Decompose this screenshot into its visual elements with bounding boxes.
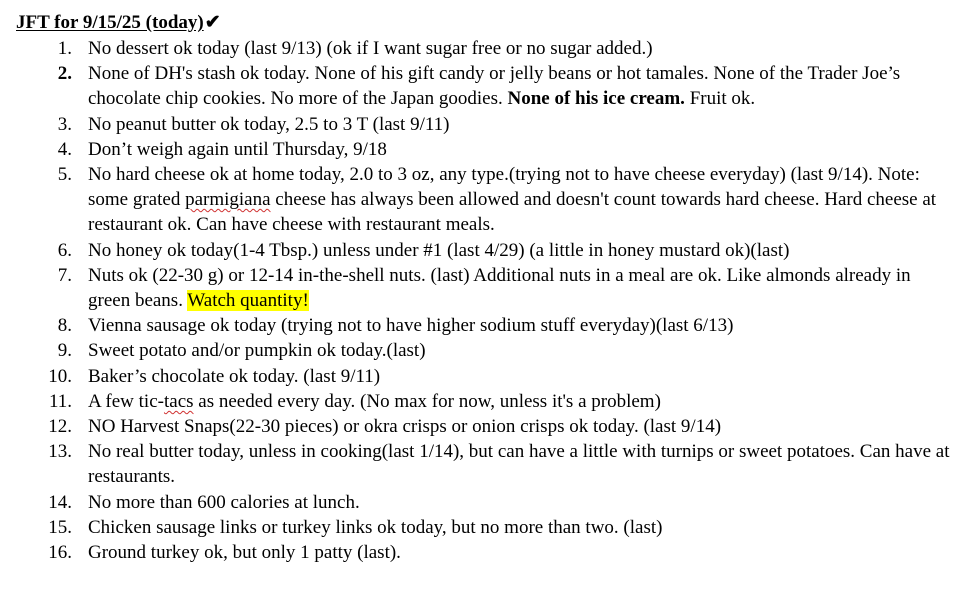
- item-bold-text: None of his ice cream.: [507, 88, 685, 110]
- item-number: 11.: [48, 390, 72, 412]
- item-text: None of DH's stash ok today. None of his gift candy or jelly beans or hot tamales. None of the Trader Joe’s chocolate chip cookies. No more of the Japan goodies.: [88, 63, 901, 110]
- item-text: Don’t weigh again until Thursday, 9/18: [88, 138, 387, 160]
- item-text: Nuts ok (22-30 g) or 12-14 in-the-shell nuts. (last) Additional nuts in a meal are ok. Like almonds already in green beans.: [88, 264, 911, 312]
- item-text: No hard cheese ok at home today, 2.0 to 3 oz, any type.(trying not to have cheese everyday) (last 9/14). Note: some grated: [88, 164, 920, 211]
- item-number: 14.: [48, 491, 72, 513]
- item-number: 16.: [48, 542, 72, 564]
- item-number: 7.: [57, 264, 72, 286]
- list-item: [16, 490, 954, 515]
- item-number: 1.: [57, 38, 72, 59]
- item-text: Ground turkey ok, but only 1 patty (last).: [88, 542, 401, 564]
- item-text: No more than 600 calories at lunch.: [88, 491, 360, 513]
- item-text: Vienna sausage ok today (trying not to have higher sodium stuff everyday)(last 6/13): [88, 315, 734, 337]
- list-item: [16, 263, 954, 313]
- list-item: [16, 515, 954, 540]
- item-number: 8.: [57, 315, 72, 337]
- item-number: 12.: [48, 416, 72, 438]
- list-item: [16, 313, 954, 338]
- item-text: Baker’s chocolate ok today. (last 9/11): [88, 365, 381, 387]
- item-text: No dessert ok today (last 9/13) (ok if I want sugar free or no sugar added.): [88, 38, 653, 59]
- item-number: 2.: [57, 63, 72, 85]
- list-item: [16, 238, 954, 263]
- item-number: 4.: [57, 138, 72, 160]
- document-title: [16, 10, 954, 36]
- spellcheck-word: parmigiana: [185, 189, 271, 211]
- list-item: [16, 112, 954, 137]
- highlighted-text: Watch quantity!: [187, 290, 309, 312]
- list-item: [16, 414, 954, 439]
- list-item: [16, 36, 954, 61]
- list-item: [16, 162, 954, 238]
- item-number: 13.: [48, 441, 72, 463]
- item-text: NO Harvest Snaps(22-30 pieces) or okra crisps or onion crisps ok today. (last 9/14): [88, 416, 722, 438]
- item-number: 5.: [57, 164, 72, 186]
- item-number: 3.: [57, 113, 72, 135]
- list-item: [16, 439, 954, 489]
- list-item: [16, 364, 954, 389]
- list-item: [16, 389, 954, 414]
- title-text: JFT for 9/15/25 (today): [16, 12, 204, 33]
- item-text: cheese has always been allowed and doesn't count towards hard cheese. Hard cheese at restaurant ok. Can have cheese with restaurant meals.: [88, 189, 937, 236]
- item-text: No honey ok today(1-4 Tbsp.) unless under #1 (last 4/29) (a little in honey mustard ok)(last): [88, 239, 790, 261]
- item-number: 6.: [57, 239, 72, 261]
- numbered-list: [16, 36, 954, 565]
- item-number: 10.: [48, 365, 72, 387]
- list-item: [16, 61, 954, 111]
- item-number: 15.: [48, 516, 72, 538]
- item-number: 9.: [57, 340, 72, 362]
- spellcheck-word: tacs: [163, 390, 194, 412]
- item-text: No real butter today, unless in cooking(last 1/14), but can have a little with turnips or sweet potatoes. Can have at restaurants.: [88, 441, 950, 488]
- item-text: A few tic-: [88, 390, 164, 412]
- item-text: No peanut butter ok today, 2.5 to 3 T (last 9/11): [88, 113, 450, 135]
- list-item: [16, 540, 954, 565]
- item-text: Chicken sausage links or turkey links ok today, but no more than two. (last): [88, 516, 663, 538]
- checkmark-icon: ✔: [204, 12, 221, 33]
- list-item: [16, 137, 954, 162]
- item-text: as needed every day. (No max for now, unless it's a problem): [193, 390, 661, 412]
- item-text: Fruit ok.: [684, 88, 756, 110]
- item-text: Sweet potato and/or pumpkin ok today.(last): [88, 340, 426, 362]
- list-item: [16, 338, 954, 363]
